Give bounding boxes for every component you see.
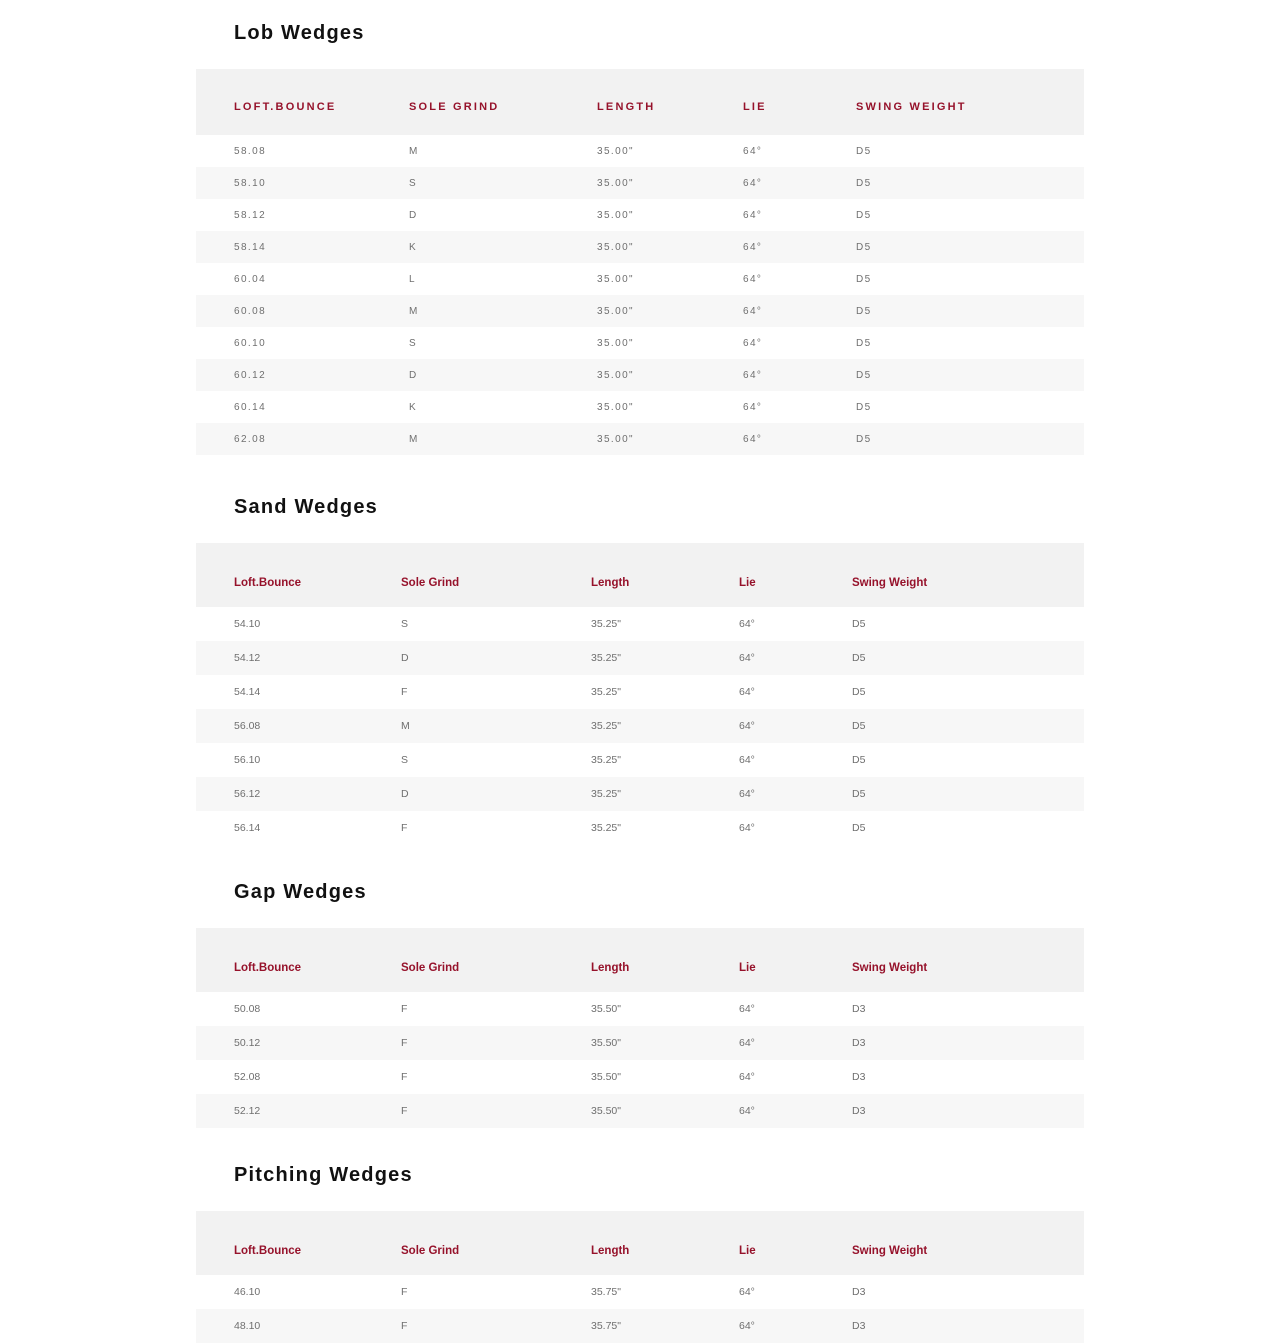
cell-length: 35.50" [591, 1094, 739, 1128]
cell-loft-bounce: 48.10 [196, 1309, 398, 1343]
cell-sole-grind: F [398, 1094, 591, 1128]
cell-lie: 64° [739, 135, 852, 167]
cell-sole-grind: F [398, 675, 591, 709]
section-gap-wedges [0, 881, 1280, 1164]
section-title: Sand Wedges [234, 496, 378, 518]
column-header-lie: LIE [739, 87, 852, 135]
cell-swing-weight: D5 [852, 709, 1084, 743]
cell-loft-bounce: 56.10 [196, 743, 398, 777]
cell-sole-grind: D [398, 641, 591, 675]
specs-table-lob-wedges [196, 69, 1084, 455]
cell-lie: 64° [739, 811, 852, 845]
cell-loft-bounce: 58.08 [196, 135, 398, 167]
cell-length: 35.00" [591, 359, 739, 391]
cell-length: 35.00" [591, 327, 739, 359]
cell-sole-grind: F [398, 1060, 591, 1094]
cell-sole-grind: S [398, 607, 591, 641]
cell-lie: 64° [739, 992, 852, 1026]
column-header-length: Length [591, 1229, 739, 1275]
cell-sole-grind: K [398, 391, 591, 423]
table-row [196, 1094, 1084, 1128]
cell-swing-weight: D5 [852, 423, 1084, 455]
table-row [196, 295, 1084, 327]
cell-loft-bounce: 62.08 [196, 423, 398, 455]
cell-lie: 64° [739, 777, 852, 811]
cell-sole-grind: L [398, 263, 591, 295]
table-row [196, 231, 1084, 263]
column-header-sole-grind: Sole Grind [398, 1229, 591, 1275]
section-sand-wedges [0, 496, 1280, 881]
cell-loft-bounce: 50.08 [196, 992, 398, 1026]
column-header-sole-grind: Sole Grind [398, 946, 591, 992]
cell-swing-weight: D3 [852, 1309, 1084, 1343]
table-row [196, 675, 1084, 709]
cell-length: 35.00" [591, 135, 739, 167]
cell-loft-bounce: 58.14 [196, 231, 398, 263]
cell-loft-bounce: 54.10 [196, 607, 398, 641]
cell-sole-grind: F [398, 1026, 591, 1060]
table-wrapper [0, 543, 1280, 845]
table-head [196, 1211, 1084, 1275]
column-header-swing-weight: Swing Weight [852, 561, 1084, 607]
table-row [196, 992, 1084, 1026]
section-lob-wedges [0, 0, 1280, 496]
section-title: Lob Wedges [234, 22, 365, 44]
table-row [196, 1026, 1084, 1060]
table-body [196, 992, 1084, 1128]
cell-sole-grind: D [398, 359, 591, 391]
column-header-length: Length [591, 561, 739, 607]
cell-loft-bounce: 46.10 [196, 1275, 398, 1309]
column-header-loft-bounce: Loft.Bounce [196, 561, 398, 607]
cell-sole-grind: M [398, 135, 591, 167]
cell-loft-bounce: 50.12 [196, 1026, 398, 1060]
cell-length: 35.25" [591, 811, 739, 845]
cell-length: 35.00" [591, 167, 739, 199]
table-row [196, 359, 1084, 391]
specs-table-gap-wedges [196, 928, 1084, 1128]
cell-length: 35.00" [591, 295, 739, 327]
column-header-swing-weight: SWING WEIGHT [852, 87, 1084, 135]
cell-lie: 64° [739, 1026, 852, 1060]
cell-swing-weight: D3 [852, 992, 1084, 1026]
column-header-swing-weight: Swing Weight [852, 946, 1084, 992]
table-row [196, 777, 1084, 811]
cell-length: 35.00" [591, 231, 739, 263]
cell-lie: 64° [739, 709, 852, 743]
specs-table-sand-wedges [196, 543, 1084, 845]
column-header-sole-grind: SOLE GRIND [398, 87, 591, 135]
cell-lie: 64° [739, 1275, 852, 1309]
column-header-length: Length [591, 946, 739, 992]
table-body [196, 607, 1084, 845]
cell-length: 35.25" [591, 777, 739, 811]
cell-swing-weight: D3 [852, 1026, 1084, 1060]
column-header-lie: Lie [739, 561, 852, 607]
table-head [196, 69, 1084, 135]
column-header-swing-weight: Swing Weight [852, 1229, 1084, 1275]
cell-sole-grind: S [398, 327, 591, 359]
cell-sole-grind: F [398, 1275, 591, 1309]
section-pitching-wedges [0, 1164, 1280, 1343]
cell-sole-grind: F [398, 811, 591, 845]
table-header-row [196, 1229, 1084, 1275]
cell-swing-weight: D5 [852, 777, 1084, 811]
cell-swing-weight: D5 [852, 811, 1084, 845]
cell-loft-bounce: 52.08 [196, 1060, 398, 1094]
column-header-lie: Lie [739, 946, 852, 992]
cell-loft-bounce: 60.04 [196, 263, 398, 295]
cell-sole-grind: M [398, 709, 591, 743]
cell-swing-weight: D5 [852, 295, 1084, 327]
table-wrapper [0, 928, 1280, 1128]
cell-lie: 64° [739, 1060, 852, 1094]
cell-swing-weight: D5 [852, 607, 1084, 641]
section-title: Gap Wedges [234, 881, 367, 903]
cell-swing-weight: D3 [852, 1094, 1084, 1128]
table-row [196, 167, 1084, 199]
cell-lie: 64° [739, 263, 852, 295]
cell-loft-bounce: 60.12 [196, 359, 398, 391]
cell-loft-bounce: 56.14 [196, 811, 398, 845]
cell-lie: 64° [739, 1309, 852, 1343]
table-row [196, 391, 1084, 423]
cell-length: 35.50" [591, 1060, 739, 1094]
table-header-row [196, 87, 1084, 135]
cell-swing-weight: D5 [852, 327, 1084, 359]
table-body [196, 135, 1084, 455]
cell-lie: 64° [739, 423, 852, 455]
cell-swing-weight: D5 [852, 263, 1084, 295]
column-header-loft-bounce: Loft.Bounce [196, 946, 398, 992]
cell-sole-grind: M [398, 423, 591, 455]
cell-sole-grind: F [398, 992, 591, 1026]
cell-lie: 64° [739, 641, 852, 675]
table-head [196, 543, 1084, 607]
table-row [196, 743, 1084, 777]
cell-length: 35.00" [591, 263, 739, 295]
cell-lie: 64° [739, 295, 852, 327]
cell-swing-weight: D3 [852, 1060, 1084, 1094]
cell-swing-weight: D5 [852, 743, 1084, 777]
cell-loft-bounce: 58.12 [196, 199, 398, 231]
table-row [196, 263, 1084, 295]
cell-length: 35.50" [591, 1026, 739, 1060]
cell-lie: 64° [739, 359, 852, 391]
cell-length: 35.75" [591, 1309, 739, 1343]
table-row [196, 709, 1084, 743]
cell-swing-weight: D5 [852, 135, 1084, 167]
cell-lie: 64° [739, 607, 852, 641]
cell-swing-weight: D5 [852, 359, 1084, 391]
cell-sole-grind: D [398, 199, 591, 231]
cell-lie: 64° [739, 231, 852, 263]
cell-sole-grind: D [398, 777, 591, 811]
column-header-lie: Lie [739, 1229, 852, 1275]
column-header-loft-bounce: LOFT.BOUNCE [196, 87, 398, 135]
cell-swing-weight: D5 [852, 391, 1084, 423]
cell-length: 35.00" [591, 391, 739, 423]
table-wrapper [0, 69, 1280, 455]
cell-sole-grind: K [398, 231, 591, 263]
cell-length: 35.25" [591, 675, 739, 709]
cell-loft-bounce: 60.14 [196, 391, 398, 423]
cell-loft-bounce: 60.10 [196, 327, 398, 359]
cell-lie: 64° [739, 1094, 852, 1128]
cell-swing-weight: D5 [852, 231, 1084, 263]
cell-length: 35.00" [591, 423, 739, 455]
cell-length: 35.75" [591, 1275, 739, 1309]
table-head [196, 928, 1084, 992]
table-row [196, 327, 1084, 359]
cell-sole-grind: M [398, 295, 591, 327]
cell-length: 35.00" [591, 199, 739, 231]
cell-swing-weight: D3 [852, 1275, 1084, 1309]
table-row [196, 811, 1084, 845]
cell-length: 35.25" [591, 641, 739, 675]
cell-length: 35.25" [591, 743, 739, 777]
cell-swing-weight: D5 [852, 167, 1084, 199]
table-row [196, 641, 1084, 675]
cell-lie: 64° [739, 391, 852, 423]
table-body [196, 1275, 1084, 1343]
cell-sole-grind: F [398, 1309, 591, 1343]
cell-lie: 64° [739, 167, 852, 199]
cell-swing-weight: D5 [852, 199, 1084, 231]
cell-swing-weight: D5 [852, 641, 1084, 675]
table-wrapper [0, 1211, 1280, 1343]
cell-loft-bounce: 54.14 [196, 675, 398, 709]
table-row [196, 607, 1084, 641]
cell-swing-weight: D5 [852, 675, 1084, 709]
cell-loft-bounce: 58.10 [196, 167, 398, 199]
cell-lie: 64° [739, 675, 852, 709]
cell-length: 35.25" [591, 709, 739, 743]
cell-loft-bounce: 54.12 [196, 641, 398, 675]
cell-loft-bounce: 56.12 [196, 777, 398, 811]
cell-loft-bounce: 60.08 [196, 295, 398, 327]
cell-loft-bounce: 56.08 [196, 709, 398, 743]
cell-lie: 64° [739, 743, 852, 777]
cell-length: 35.50" [591, 992, 739, 1026]
table-row [196, 135, 1084, 167]
specs-table-pitching-wedges [196, 1211, 1084, 1343]
cell-lie: 64° [739, 327, 852, 359]
section-title: Pitching Wedges [234, 1164, 413, 1186]
table-row [196, 1275, 1084, 1309]
table-row [196, 1309, 1084, 1343]
table-header-row [196, 946, 1084, 992]
column-header-length: LENGTH [591, 87, 739, 135]
table-header-row [196, 561, 1084, 607]
cell-sole-grind: S [398, 167, 591, 199]
column-header-sole-grind: Sole Grind [398, 561, 591, 607]
table-row [196, 1060, 1084, 1094]
cell-length: 35.25" [591, 607, 739, 641]
table-row [196, 423, 1084, 455]
column-header-loft-bounce: Loft.Bounce [196, 1229, 398, 1275]
table-row [196, 199, 1084, 231]
cell-loft-bounce: 52.12 [196, 1094, 398, 1128]
cell-sole-grind: S [398, 743, 591, 777]
cell-lie: 64° [739, 199, 852, 231]
